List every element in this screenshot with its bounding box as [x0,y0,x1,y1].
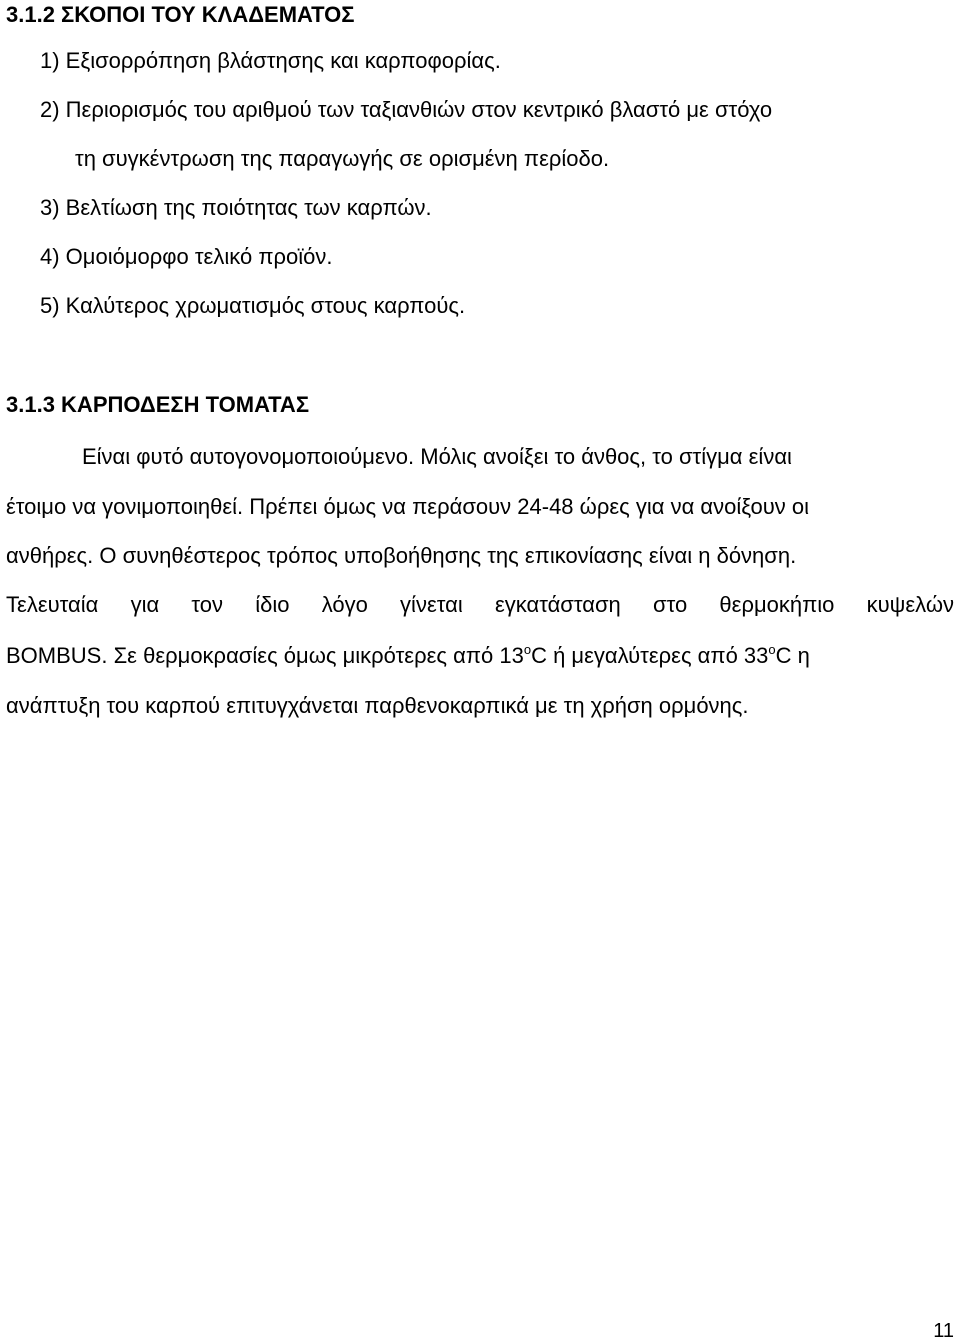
section-heading-3-1-3: 3.1.3 ΚΑΡΠΟΔΕΣΗ ΤΟΜΑΤΑΣ [6,392,310,417]
paragraph-line: Τελευταία για τον ίδιο λόγο γίνεται εγκατάσταση στο θερμοκήπιο κυψελών [6,592,954,617]
list-item: 4) Ομοιόμορφο τελικό προϊόν. [40,244,333,269]
paragraph-line: Είναι φυτό αυτογονομοποιούμενο. Μόλις ανοίξει το άνθος, το στίγμα είναι [82,444,792,469]
list-item-continuation: τη συγκέντρωση της παραγωγής σε ορισμένη περίοδο. [75,146,610,171]
page-number: 11 [933,1320,954,1342]
paragraph-line: ανθήρες. Ο συνηθέστερος τρόπος υποβοήθησης της επικονίασης είναι η δόνηση. [6,543,797,568]
degree-symbol: ο [523,642,532,657]
list-item: 5) Καλύτερος χρωματισμός στους καρπούς. [40,293,466,318]
paragraph-line: ανάπτυξη του καρπού επιτυγχάνεται παρθενοκαρπικά με τη χρήση ορμόνης. [6,693,749,718]
degree-symbol: ο [768,642,776,657]
list-item: 2) Περιορισμός του αριθμού των ταξιανθιών στον κεντρικό βλαστό με στόχο [40,97,773,122]
temp-text-part1: BOMBUS. Σε θερμοκρασίες όμως μικρότερες από 13 [6,643,524,668]
paragraph-line-temperatures [6,643,810,669]
section-heading-3-1-2: 3.1.2 ΣΚΟΠΟΙ ΤΟΥ ΚΛΑΔΕΜΑΤΟΣ [6,2,355,27]
list-item: 3) Βελτίωση της ποιότητας των καρπών. [40,195,432,220]
paragraph-line: έτοιμο να γονιμοποιηθεί. Πρέπει όμως να περάσουν 24-48 ώρες για να ανοίξουν οι [6,494,810,519]
list-item: 1) Εξισορρόπηση βλάστησης και καρποφορίας. [40,48,501,73]
temp-text-part3: C η [775,643,810,668]
temp-text-part2: C ή μεγαλύτερες από 33 [531,643,769,668]
